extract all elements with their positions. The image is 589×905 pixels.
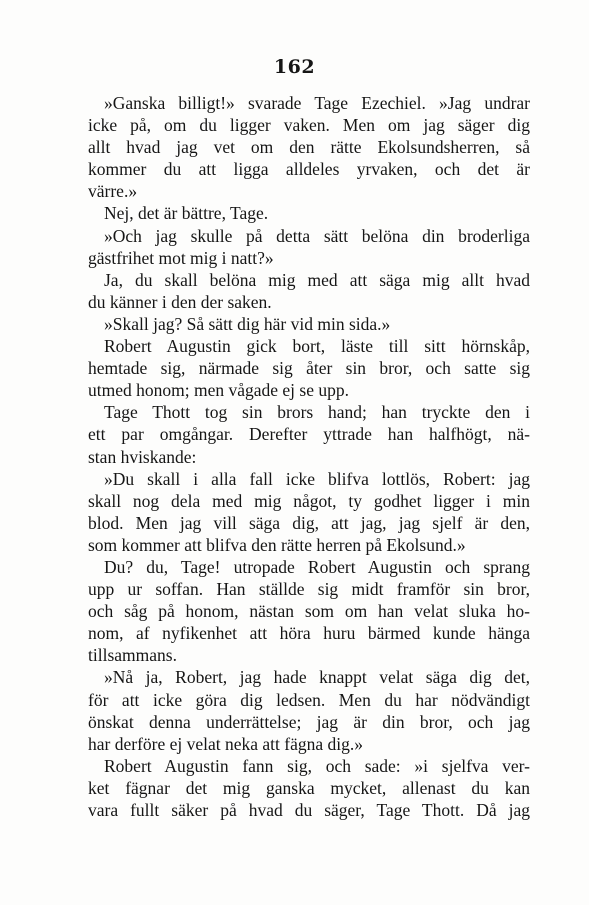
text-line: »Skall jag? Så sätt dig här vid min sida.» xyxy=(104,313,391,334)
text-line: nom, af nyfikenhet att höra huru bärmed kunde hänga xyxy=(88,623,530,644)
text-line: ett par omgångar. Derefter yttrade han halfhögt, nä- xyxy=(88,424,530,445)
page-number: 162 xyxy=(273,56,316,78)
text-line: gästfrihet mot mig i natt?» xyxy=(88,247,274,268)
text-line: allt hvad jag vet om den rätte Ekolsundsherren, så xyxy=(88,137,530,158)
text-line: stan hviskande: xyxy=(88,446,197,467)
text-line: som kommer att blifva den rätte herren på Ekolsund.» xyxy=(88,534,466,555)
text-line: Du? du, Tage! utropade Robert Augustin och sprang xyxy=(104,556,530,577)
text-line: för att icke göra dig ledsen. Men du har nödvändigt xyxy=(88,689,530,710)
text-line: hemtade sig, närmade sig åter sin bror, och satte sig xyxy=(88,358,530,379)
text-line: vara fullt säker på hvad du säger, Tage Thott. Då jag xyxy=(88,800,530,820)
text-line: värre.» xyxy=(88,181,138,202)
text-line: Nej, det är bättre, Tage. xyxy=(104,203,269,224)
text-line: Tage Thott tog sin brors hand; han tryckte den i xyxy=(104,402,530,423)
text-line: »Du skall i alla fall icke blifva lottlös, Robert: jag xyxy=(104,468,530,489)
text-line: blod. Men jag vill säga dig, att jag, jag sjelf är den, xyxy=(88,512,530,533)
text-line: du känner i den der saken. xyxy=(88,291,272,312)
text-line: »Ganska billigt!» svarade Tage Ezechiel. »Jag undrar xyxy=(104,93,530,113)
text-line: upp ur soffan. Han ställde sig midt framför sin bror, xyxy=(88,579,530,600)
text-line: Robert Augustin gick bort, läste till sitt hörnskåp, xyxy=(104,336,530,357)
text-line: och såg på honom, nästan som om han velat sluka ho- xyxy=(88,601,530,622)
text-line: önskat denna underrättelse; jag är din bror, och jag xyxy=(88,711,530,732)
text-line: tillsammans. xyxy=(88,645,177,666)
text-line: »Nå ja, Robert, jag hade knappt velat säga dig det, xyxy=(104,667,530,688)
text-line: utmed honom; men vågade ej se upp. xyxy=(88,380,349,401)
text-line: har derföre ej velat neka att fägna dig.» xyxy=(88,733,364,754)
text-line: icke på, om du ligger vaken. Men om jag säger dig xyxy=(88,115,530,136)
text-line: kommer du att ligga alldeles yrvaken, och det är xyxy=(88,159,530,180)
body-text xyxy=(88,92,530,821)
text-line: »Och jag skulle på detta sätt belöna din broderliga xyxy=(104,225,530,246)
text-line: Robert Augustin fann sig, och sade: »i sjelfva ver- xyxy=(104,755,530,776)
text-line: skall nog dela med mig något, ty godhet ligger i min xyxy=(88,490,530,511)
text-line: Ja, du skall belöna mig med att säga mig allt hvad xyxy=(104,269,530,290)
text-line: ket fägnar det mig ganska mycket, allenast du kan xyxy=(88,777,530,798)
